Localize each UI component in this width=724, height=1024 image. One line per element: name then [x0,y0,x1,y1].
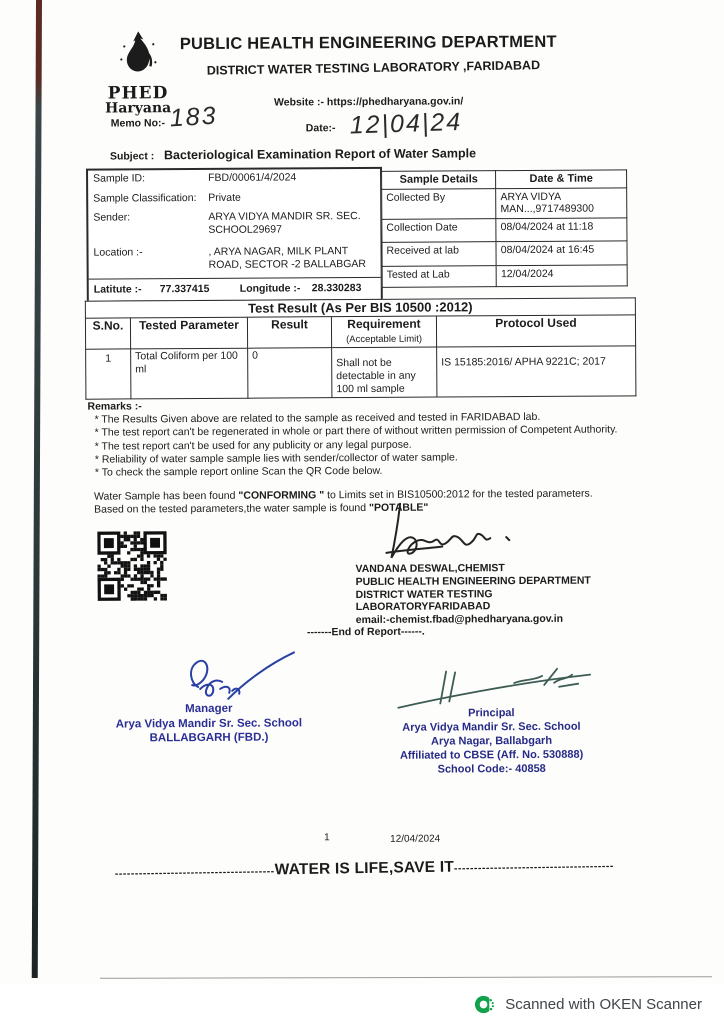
tested-value: 12/04/2024 [496,264,627,286]
header-requirement-main: Requirement [347,316,421,332]
header-requirement [331,316,436,348]
cell-protocol: IS 15185:2016/ APHA 9221C; 2017 [437,346,636,397]
header-sno: S.No. [85,318,130,349]
manager-place: BALLABGARH (FBD.) [149,731,269,745]
location-row [88,243,380,274]
chemist-lab-2: LABORATORYFARIDABAD [355,600,491,614]
sender-label: Sender: [93,211,131,224]
cell-result: 0 [248,348,332,399]
chemist-block [355,561,625,627]
details-header-1: Sample Details [382,171,496,189]
details-header-row [382,170,627,189]
scanner-bar [0,984,724,1024]
manager-school: Arya Vidya Mandir Sr. Sec. School [115,716,303,731]
principal-signature [394,657,594,713]
principal-school: Arya Vidya Mandir Sr. Sec. School [402,720,581,734]
manager-signature [176,648,301,707]
conclusion-line-2 [94,500,646,516]
qr-code [97,529,167,601]
longitude-value: 28.330283 [311,282,362,295]
sender-value: ARYA VIDYA MANDIR SR. SEC. SCHOOL29697 [208,210,361,236]
oken-scanner-icon [473,993,496,1016]
lab-title: DISTRICT WATER TESTING LABORATORY ,FARIDABAD [206,58,541,78]
header-protocol: Protocol Used [436,315,635,347]
memo-number-handwritten: 183 [168,101,219,133]
chemist-email: email:-chemist.fbad@phedharyana.gov.in [355,612,564,627]
principal-stamp [374,705,608,776]
department-title: PUBLIC HEALTH ENGINEERING DEPARTMENT [179,32,557,54]
details-header-2: Date & Time [496,170,627,188]
location-value: , ARYA NAGAR, MILK PLANT ROAD, SECTOR -2 BALLABGAR [208,245,367,271]
latitude-label: Latitute :- [93,283,142,296]
received-label: Received at lab [382,242,496,266]
cell-parameter: Total Coliform per 100 ml [131,348,248,399]
collection-date-label: Collection Date [382,218,496,242]
remark-item: * To check the sample report online Scan the QR Code below. [94,464,383,479]
sample-details-table [381,169,628,288]
conclusion-text [94,487,646,516]
classification-value: Private [208,191,241,204]
page-number: 1 [324,832,330,844]
subject-value: Bacteriological Examination Report of Water Sample [163,146,477,163]
date-handwritten: 12|04|24 [349,107,463,140]
memo-label: Memo No:- [110,117,166,130]
sample-id-row [88,169,380,187]
manager-title: Manager [185,702,233,716]
details-row-received [382,241,627,266]
conclusion-1a: Water Sample has been found [93,489,239,503]
remark-item: * The test report can't be used for any publicity or any legal purpose. [94,438,412,453]
remark-item: * The Results Given above are related to the sample as received and tested in FARIDABAD lab. [94,411,541,426]
sample-info-box [86,167,383,303]
principal-place: Arya Nagar, Ballabgarh [430,734,553,748]
conclusion-1c: to Limits set in BIS10500:2012 for the tested parameters. [324,487,593,502]
cell-requirement: Shall not be detectable in any 100 ml sample [332,347,437,398]
chemist-dept: PUBLIC HEALTH ENGINEERING DEPARTMENT [355,574,591,588]
water-banner [82,856,646,883]
details-row-tested [382,264,627,287]
date-label: Date:- [305,122,336,135]
logo-text-phed: PHED [107,83,169,104]
manager-stamp [101,701,316,746]
chemist-lab-1: DISTRICT WATER TESTING [355,587,493,601]
conclusion-conforming: "CONFORMING " [238,489,325,502]
principal-title: Principal [468,707,515,720]
details-row-collection-date [382,217,627,242]
latitude-value: 77.337415 [159,282,210,296]
chemist-name: VANDANA DESWAL,CHEMIST [355,562,505,576]
website-line: Website :- https://phedharyana.gov.in/ [273,95,464,109]
location-label: Location :- [93,246,143,259]
page-footer-date: 12/04/2024 [390,833,441,845]
chemist-signature [378,499,528,570]
sender-row [88,208,380,239]
result-table-title: Test Result (As Per BIS 10500 :2012) [85,298,635,318]
phed-logo [100,29,176,116]
collection-date-value: 08/04/2024 at 11:18 [496,217,627,241]
result-header-row [85,315,635,349]
classification-row [88,189,380,207]
logo-text-haryana: Haryana [105,100,172,117]
lat-long-row [89,277,381,301]
remark-item: * Reliability of water sample sample lies with sender/collector of water sample. [94,451,458,466]
sample-id-value: FBD/00061/4/2024 [208,171,297,184]
tested-label: Tested at Lab [382,265,496,287]
end-of-report: -------End of Report------. [306,625,425,639]
collected-by-label: Collected By [382,188,496,219]
subject-label: Subject : [109,150,155,163]
remark-item: * The test report can't be regenerated in whole or part there of without written permission of Competent Authority. [94,423,618,440]
phed-drop-icon [116,29,160,81]
principal-school-code: School Code:- 40858 [437,762,546,776]
result-data-row [86,346,636,399]
scanner-label: Scanned with OKEN Scanner [505,995,702,1013]
header-result: Result [247,317,331,349]
collected-by-value: ARYA VIDYA MAN...,9717489300 [496,187,627,218]
banner-dashes-left: ---------------------------------------- [114,865,275,880]
header-requirement-sub: (Acceptable Limit) [346,333,423,346]
remarks-section [87,397,647,480]
sample-id-label: Sample ID: [93,172,146,185]
cell-sno: 1 [86,349,131,399]
classification-label: Sample Classification: [93,192,197,205]
received-value: 08/04/2024 at 16:45 [496,241,627,265]
details-row-collected-by [382,187,627,218]
principal-affiliation: Affiliated to CBSE (Aff. No. 530888) [399,748,584,762]
conclusion-potable: "POTABLE" [368,501,429,514]
test-result-table [85,297,637,399]
longitude-label: Longitude :- [239,282,301,295]
conclusion-2a: Based on the tested parameters,the water sample is found [94,501,370,516]
banner-text: WATER IS LIFE,SAVE IT [274,858,455,879]
header-parameter: Tested Parameter [130,317,247,349]
banner-dashes-right: ---------------------------------------- [453,860,614,875]
remarks-title: Remarks :- [87,400,142,413]
